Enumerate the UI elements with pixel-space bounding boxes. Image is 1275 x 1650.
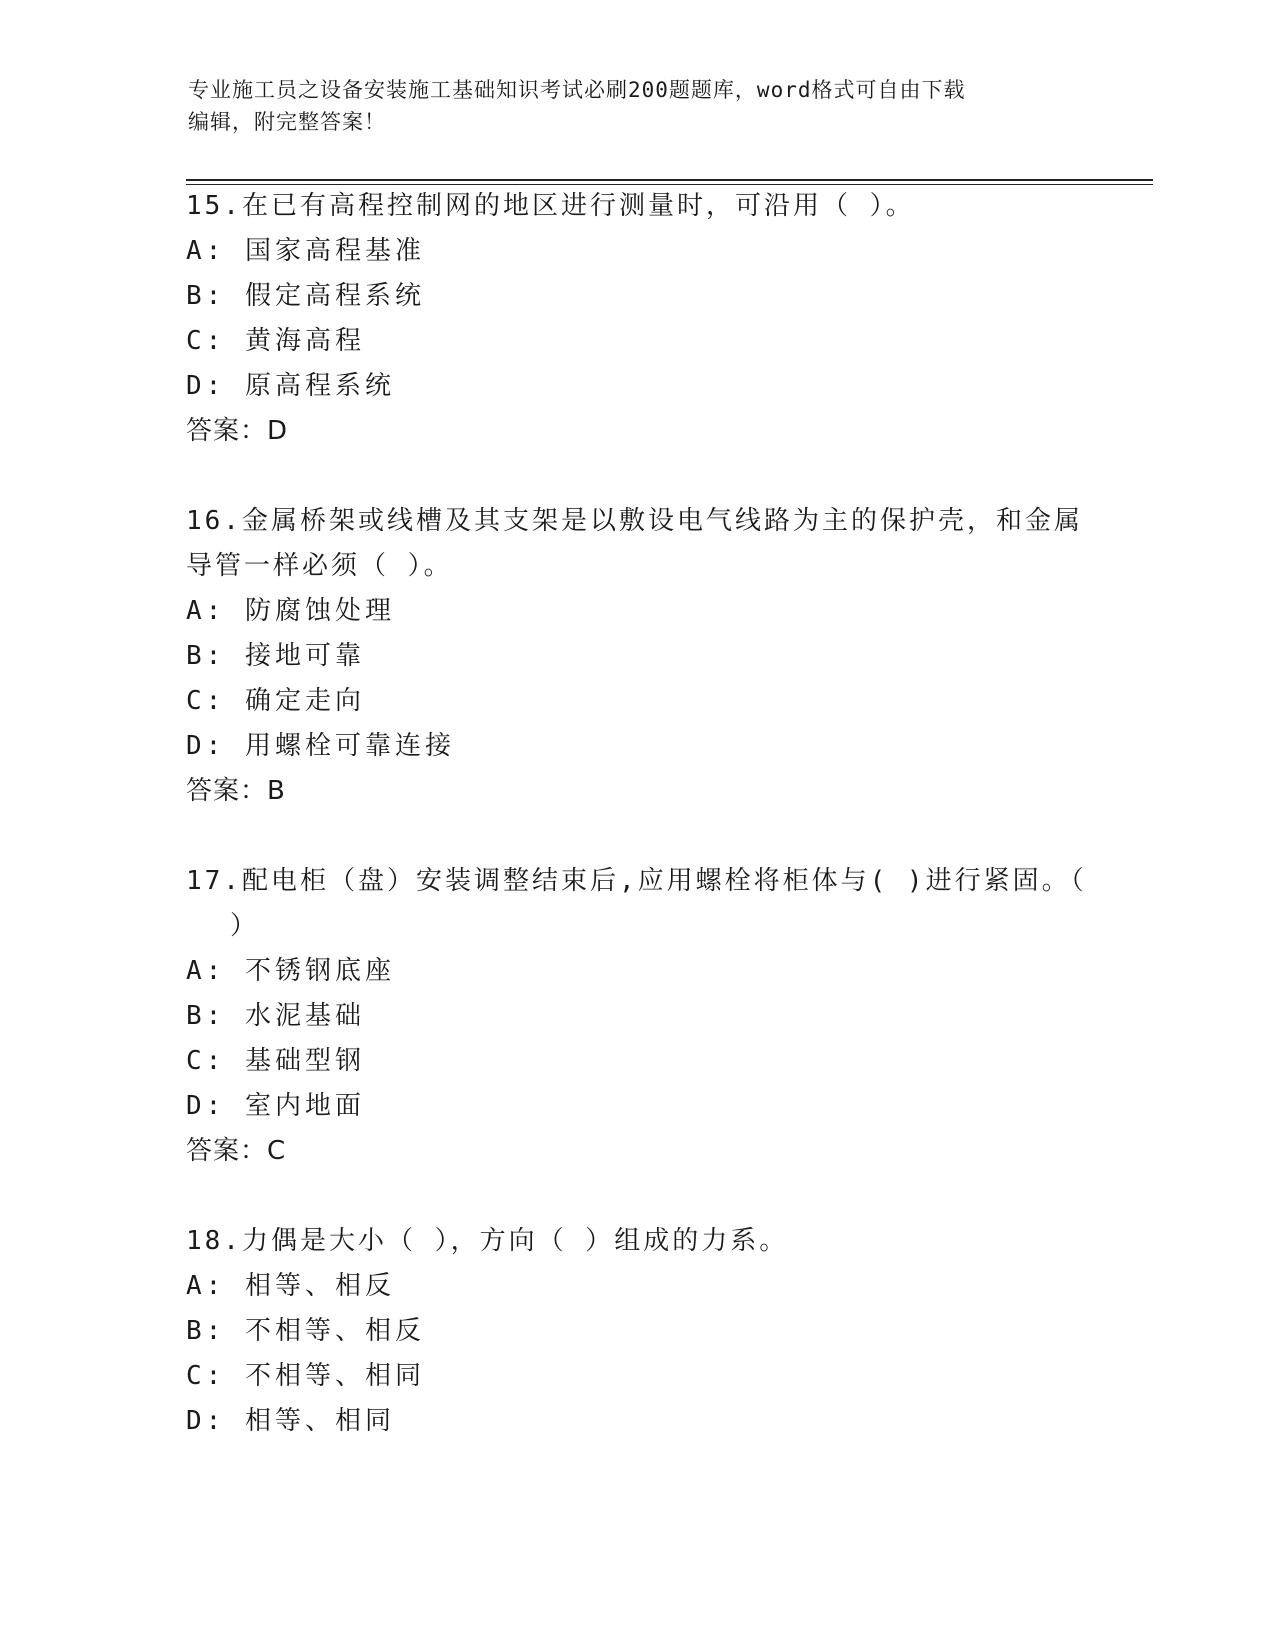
option-a: A: 防腐蚀处理 [186, 596, 395, 626]
answer-label: 答案：C [186, 1136, 287, 1166]
option-d: D: 原高程系统 [186, 371, 395, 401]
header-title-line-2: 编辑，附完整答案！ [188, 110, 386, 134]
option-c: C: 黄海高程 [186, 326, 365, 356]
option-d: D: 用螺栓可靠连接 [186, 731, 455, 761]
option-c: C: 确定走向 [186, 686, 365, 716]
option-d: D: 室内地面 [186, 1091, 365, 1121]
question-stem: 16.金属桥架或线槽及其支架是以敷设电气线路为主的保护壳，和金属 [186, 506, 1083, 536]
question-stem-continued: 导管一样必须（ ）。 [186, 551, 453, 581]
option-d: D: 相等、相同 [186, 1406, 395, 1436]
question-stem: 15.在已有高程控制网的地区进行测量时，可沿用（ ）。 [186, 191, 915, 221]
header-divider-thin [186, 184, 1153, 185]
option-b: B: 水泥基础 [186, 1001, 365, 1031]
option-b: B: 假定高程系统 [186, 281, 425, 311]
header-title-line-1: 专业施工员之设备安装施工基础知识考试必刷200题题库，word格式可自由下载 [188, 78, 966, 102]
header-title [188, 74, 1088, 138]
question-stem-continued: ） [230, 911, 260, 941]
question-stem: 17.配电柜（盘）安装调整结束后,应用螺栓将柜体与( )进行紧固。（ [186, 866, 1087, 896]
option-a: A: 不锈钢底座 [186, 956, 395, 986]
header-divider-thick [186, 179, 1153, 181]
answer-label: 答案：B [186, 776, 286, 806]
option-c: C: 基础型钢 [186, 1046, 365, 1076]
option-b: B: 不相等、相反 [186, 1316, 425, 1346]
answer-label: 答案：D [186, 416, 289, 446]
option-a: A: 相等、相反 [186, 1271, 395, 1301]
question-stem: 18.力偶是大小（ ），方向（ ）组成的力系。 [186, 1226, 789, 1256]
option-b: B: 接地可靠 [186, 641, 365, 671]
option-a: A: 国家高程基准 [186, 236, 425, 266]
option-c: C: 不相等、相同 [186, 1361, 425, 1391]
